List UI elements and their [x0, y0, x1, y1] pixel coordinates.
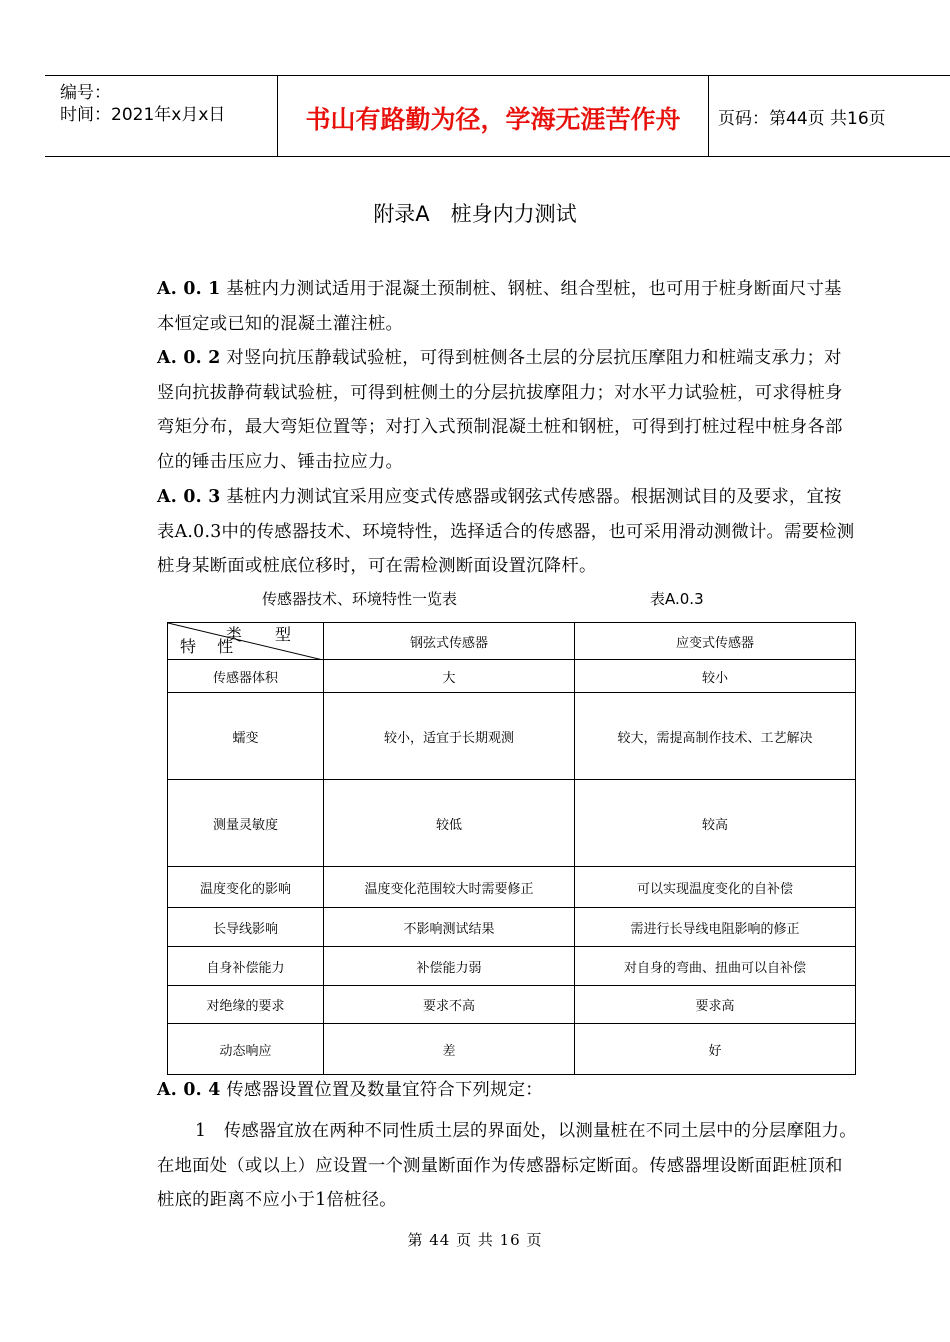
clause-a04	[157, 1073, 857, 1108]
table-row	[168, 947, 856, 986]
sensor-characteristics-table	[167, 622, 856, 1075]
cell-strain: 好	[575, 1024, 856, 1075]
corner-type-label: 类 型	[225, 625, 305, 644]
cell-vibrating-wire: 不影响测试结果	[324, 908, 575, 947]
row-property: 传感器体积	[168, 660, 324, 693]
clause-number: A. 0. 3	[157, 487, 221, 507]
cell-vibrating-wire: 补偿能力弱	[324, 947, 575, 986]
table-row	[168, 780, 856, 867]
row-property: 长导线影响	[168, 908, 324, 947]
row-property: 动态响应	[168, 1024, 324, 1075]
cell-strain: 可以实现温度变化的自补偿	[575, 867, 856, 908]
table-row	[168, 1024, 856, 1075]
clause-a01	[157, 272, 857, 341]
cell-strain: 较高	[575, 780, 856, 867]
column-header-vibrating-wire: 钢弦式传感器	[324, 623, 575, 660]
cell-strain: 需进行长导线电阻影响的修正	[575, 908, 856, 947]
row-property: 测量灵敏度	[168, 780, 324, 867]
cell-vibrating-wire: 温度变化范围较大时需要修正	[324, 867, 575, 908]
table-row	[168, 660, 856, 693]
clause-text: 对竖向抗压静载试验桩，可得到桩侧各土层的分层抗压摩阻力和桩端支承力；对竖向抗拔静荷载试验桩，可得到桩侧土的分层抗拔摩阻力；对水平力试验桩，可求得桩身弯矩分布，最大弯矩位置等；对打入式预制混凝土桩和钢桩，可得到打桩过程中桩身各部位的锤击压应力、锤击拉应力。	[157, 348, 843, 472]
clause-number: A. 0. 1	[157, 279, 221, 299]
row-property: 对绝缘的要求	[168, 986, 324, 1024]
cell-strain: 较小	[575, 660, 856, 693]
row-property: 蠕变	[168, 693, 324, 780]
clause-number: A. 0. 2	[157, 348, 221, 368]
header-page-label: 页码：第44页 共16页	[718, 109, 886, 129]
header-top-rule	[45, 75, 950, 76]
cell-vibrating-wire: 大	[324, 660, 575, 693]
footer-page-number: 第 44 页 共 16 页	[407, 1231, 543, 1249]
table-row	[168, 693, 856, 780]
clause-text: 基桩内力测试适用于混凝土预制桩、钢桩、组合型桩，也可用于桩身断面尺寸基本恒定或已知的混凝土灌注桩。	[157, 279, 842, 334]
clause-a03	[157, 480, 857, 584]
row-property: 自身补偿能力	[168, 947, 324, 986]
header-divider	[708, 75, 709, 157]
header-time-label: 时间：2021年x月x日	[60, 105, 226, 125]
table-row	[168, 986, 856, 1024]
cell-strain: 对自身的弯曲、扭曲可以自补偿	[575, 947, 856, 986]
row-property: 温度变化的影响	[168, 867, 324, 908]
clause-number: A. 0. 4	[157, 1080, 221, 1100]
header-bottom-rule	[45, 156, 950, 157]
cell-vibrating-wire: 差	[324, 1024, 575, 1075]
cell-vibrating-wire: 较低	[324, 780, 575, 867]
cell-strain: 要求高	[575, 986, 856, 1024]
page-title: 附录A 桩身内力测试	[373, 202, 577, 226]
table-caption: 传感器技术、环境特性一览表	[262, 590, 458, 608]
table-corner-cell	[168, 623, 324, 660]
clause-text: 传感器设置位置及数量宜符合下列规定：	[226, 1080, 543, 1100]
table-row	[168, 867, 856, 908]
clause-a04-item-1	[157, 1114, 857, 1218]
corner-property-label: 特 性	[180, 637, 242, 656]
table-number: 表A.0.3	[650, 590, 704, 608]
clause-a02	[157, 341, 857, 479]
header-slogan: 书山有路勤为径，学海无涯苦作舟	[305, 105, 681, 134]
cell-vibrating-wire: 较小，适宜于长期观测	[324, 693, 575, 780]
column-header-strain: 应变式传感器	[575, 623, 856, 660]
cell-strain: 较大，需提高制作技术、工艺解决	[575, 693, 856, 780]
clause-text: 1 传感器宜放在两种不同性质土层的界面处，以测量桩在不同土层中的分层摩阻力。在地面处（或以上）应设置一个测量断面作为传感器标定断面。传感器埋设断面距桩顶和桩底的距离不应小于1倍桩径。	[157, 1121, 857, 1210]
table-header-row	[168, 623, 856, 660]
clause-text: 基桩内力测试宜采用应变式传感器或钢弦式传感器。根据测试目的及要求，宜按表A.0.3中的传感器技术、环境特性，选择适合的传感器，也可采用滑动测微计。需要检测桩身某断面或桩底位移时，可在需检测断面设置沉降杆。	[157, 487, 855, 576]
header-number-label: 编号：	[60, 83, 111, 103]
cell-vibrating-wire: 要求不高	[324, 986, 575, 1024]
table-row	[168, 908, 856, 947]
